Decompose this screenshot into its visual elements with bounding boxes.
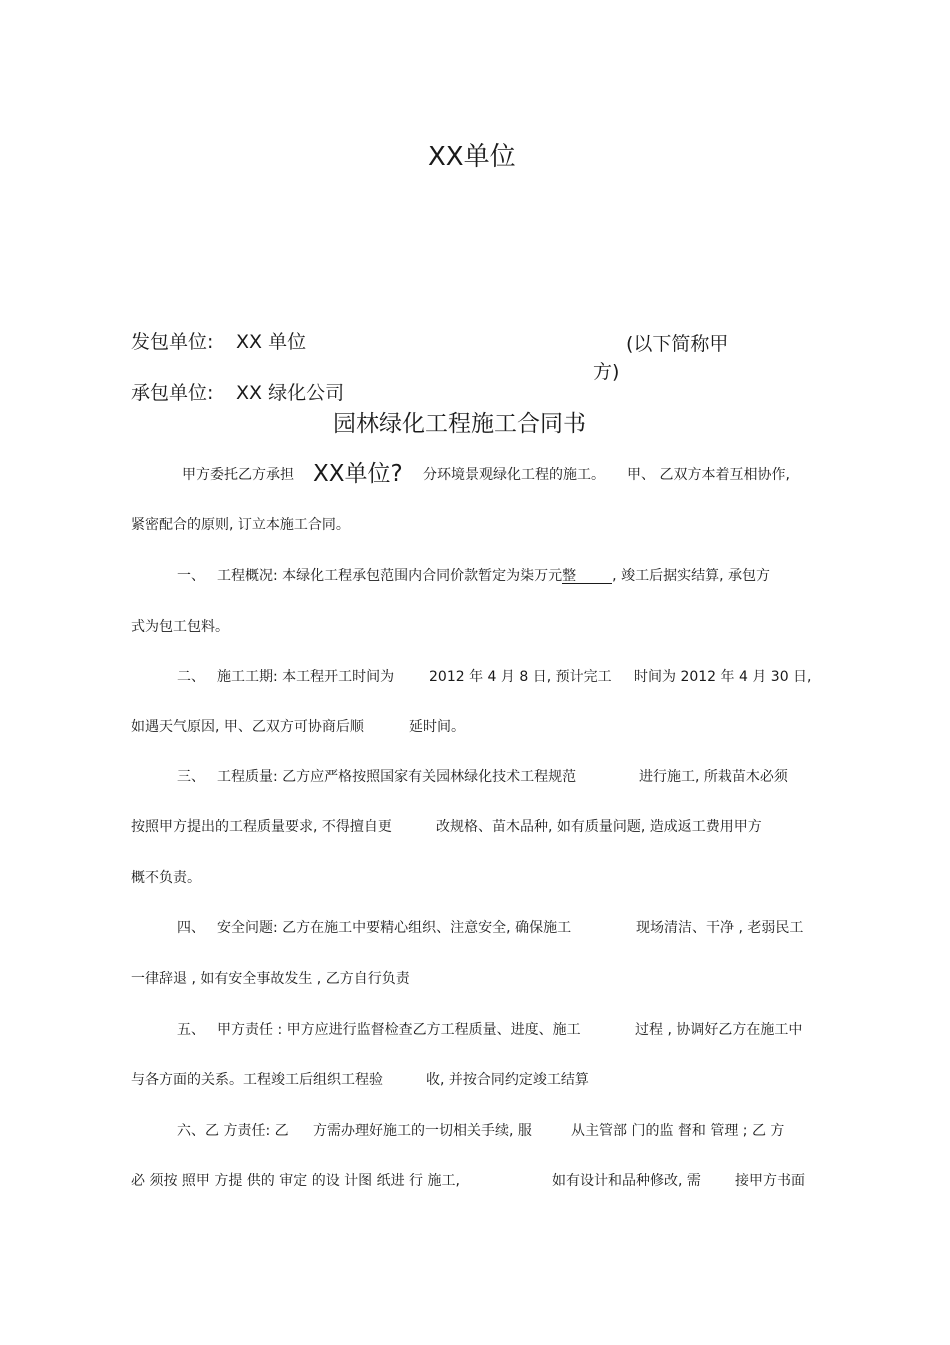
clause-4-text-a: 安全问题: 乙方在施工中要精心组织、注意安全, 确保施工 xyxy=(217,920,572,936)
clause-1-line1 xyxy=(217,569,770,584)
contractor-value: XX 绿化公司 xyxy=(236,382,345,404)
abbreviation-note-line1: (以下简称甲 xyxy=(626,333,729,355)
intro-text-line2: 紧密配合的原则, 订立本施工合同。 xyxy=(131,517,350,533)
clause-number: 四、 xyxy=(177,920,205,936)
contractor-label: 承包单位: xyxy=(131,382,214,404)
intro-project-name: XX单位? xyxy=(313,461,403,487)
clause-3-line3: 概不负责。 xyxy=(131,870,201,886)
clause-number: 二、 xyxy=(177,669,205,685)
clause-4-line2: 一律辞退 , 如有安全事故发生 , 乙方自行负责 xyxy=(131,971,410,987)
clause-3-line2-b: 改规格、苗木品种, 如有质量问题, 造成返工费用甲方 xyxy=(436,819,762,835)
clause-2-text-a: 施工工期: 本工程开工时间为 xyxy=(217,669,395,685)
clause-6-line1-a: 六、乙 方责任: 乙 xyxy=(177,1123,289,1139)
abbreviation-note-line2: 方) xyxy=(593,361,620,383)
clause-number: 一、 xyxy=(177,568,205,584)
clause-4-text-b: 现场清洁、干净 , 老弱民工 xyxy=(636,920,804,936)
clause-number: 五、 xyxy=(177,1022,205,1038)
employer-label: 发包单位: xyxy=(131,331,214,353)
clause-6-line2-b: 如有设计和品种修改, 需 xyxy=(552,1173,701,1189)
clause-2-line2-a: 如遇天气原因, 甲、乙双方可协商后顺 xyxy=(131,719,364,735)
clause-5-text-a: 甲方责任 : 甲方应进行监督检查乙方工程质量、进度、施工 xyxy=(217,1022,581,1038)
clause-1-line2: 式为包工包料。 xyxy=(131,619,229,635)
clause-number: 三、 xyxy=(177,769,205,785)
clause-3-line2-a: 按照甲方提出的工程质量要求, 不得擅自更 xyxy=(131,819,392,835)
contract-price-blank: 整 xyxy=(562,569,612,584)
clause-1-text-a: 工程概况: 本绿化工程承包范围内合同价款暂定为柒万元 xyxy=(217,568,563,584)
contract-title: 园林绿化工程施工合同书 xyxy=(333,411,586,437)
clause-6-line2-c: 接甲方书面 xyxy=(735,1173,805,1189)
employer-value: XX 单位 xyxy=(236,331,307,353)
intro-text-part1: 甲方委托乙方承担 xyxy=(182,467,294,483)
clause-6-line2-a: 必 须按 照甲 方提 供的 审定 的设 计图 纸进 行 施工, xyxy=(131,1173,460,1189)
page-header-title: XX单位 xyxy=(428,142,516,172)
clause-5-line2-b: 收, 并按合同约定竣工结算 xyxy=(426,1072,589,1088)
clause-2-line2-b: 延时间。 xyxy=(409,719,465,735)
clause-5-line2-a: 与各方面的关系。工程竣工后组织工程验 xyxy=(131,1072,383,1088)
clause-3-text-a: 工程质量: 乙方应严格按照国家有关园林绿化技术工程规范 xyxy=(217,769,577,785)
intro-text-part3: 甲、 乙双方本着互相协作, xyxy=(627,467,790,483)
clause-3-text-b: 进行施工, 所栽苗木必须 xyxy=(639,769,788,785)
clause-2-text-c: 时间为 2012 年 4 月 30 日, xyxy=(634,669,812,685)
intro-text-part2: 分环境景观绿化工程的施工。 xyxy=(423,467,605,483)
clause-6-line1-c: 从主管部 门的监 督和 管理 ; 乙 方 xyxy=(571,1123,785,1139)
clause-5-text-b: 过程 , 协调好乙方在施工中 xyxy=(635,1022,803,1038)
clause-6-line1-b: 方需办理好施工的一切相关手续, 服 xyxy=(313,1123,532,1139)
clause-2-text-b: 2012 年 4 月 8 日, 预计完工 xyxy=(429,669,612,685)
clause-1-text-b: , 竣工后据实结算, 承包方 xyxy=(612,568,770,584)
